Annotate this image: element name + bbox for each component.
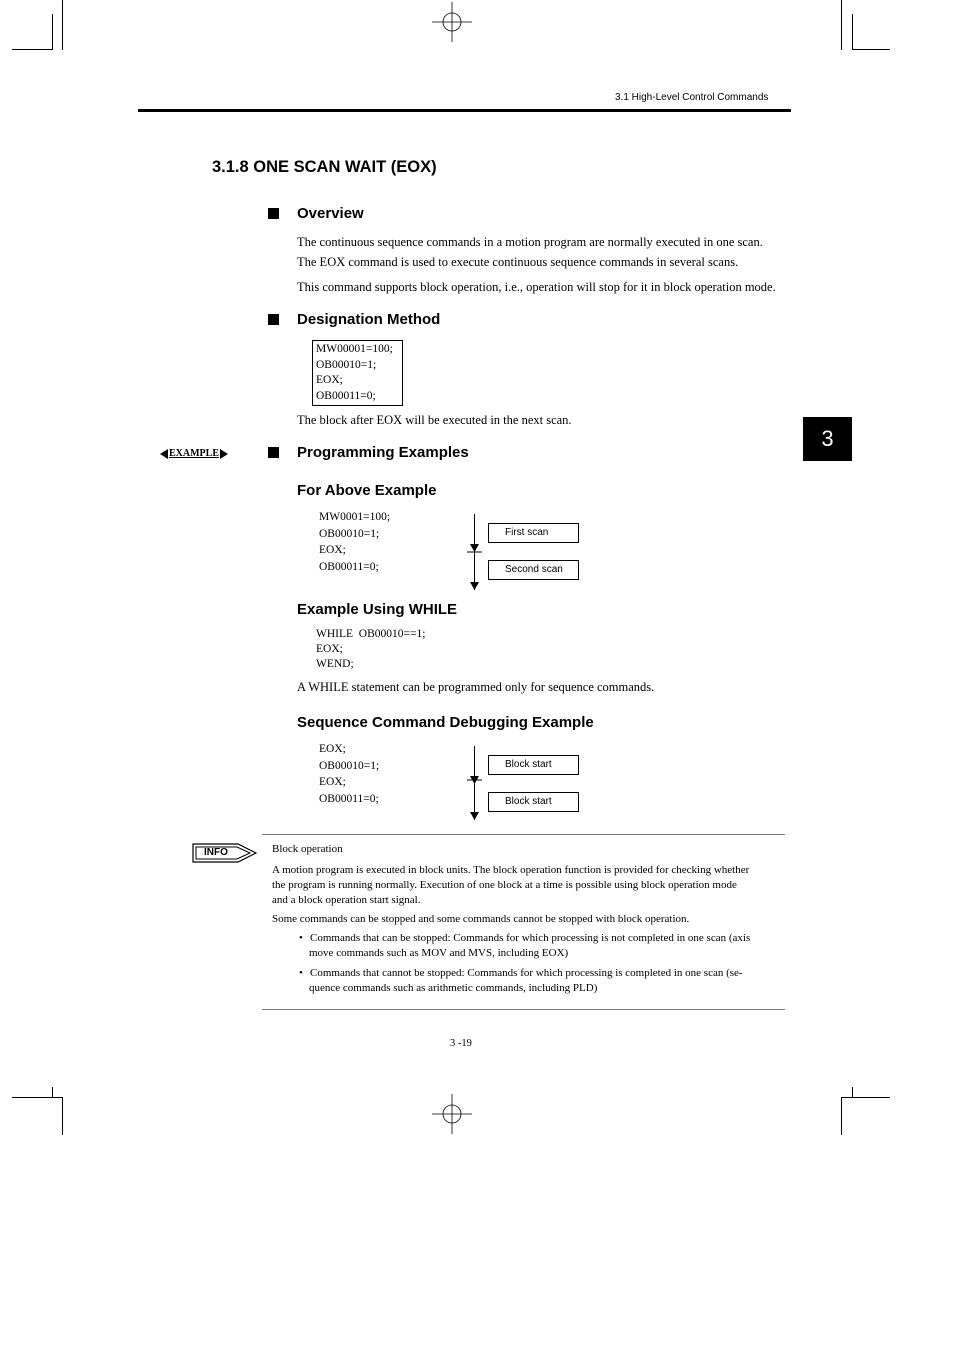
heading-bullet	[268, 447, 279, 458]
above-example-heading: For Above Example	[297, 482, 437, 499]
debug-example-heading: Sequence Command Debugging Example	[297, 714, 594, 731]
code-line: EOX;	[316, 374, 343, 386]
above-example-code	[319, 509, 390, 575]
example-badge-label: EXAMPLE	[169, 448, 219, 459]
code-line: EOX;	[319, 776, 346, 788]
label-text: Block start	[505, 796, 552, 807]
second-scan-label	[488, 560, 579, 580]
info-line: A motion program is executed in block units. The block operation function is provided for checking whether	[272, 864, 750, 876]
overview-line: The EOX command is used to execute continuous sequence commands in several scans.	[297, 255, 739, 269]
code-line: OB00011=0;	[319, 792, 379, 805]
running-title: 3.1 High-Level Control Commands	[615, 92, 769, 103]
code-line: OB00010=1;	[316, 358, 377, 371]
bullet-line: quence commands such as arithmetic commands, including PLD)	[309, 982, 598, 994]
first-scan-label	[488, 523, 579, 543]
code-line: OB00010=1;	[319, 759, 380, 772]
header-rule	[138, 109, 791, 112]
block-start-label	[488, 792, 579, 812]
bullet-line: Commands that can be stopped: Commands for which processing is not completed in one scan (axis	[310, 932, 751, 944]
code-line: OB00010=1;	[319, 527, 380, 540]
bullet-marker: •	[299, 967, 303, 979]
block-start-label	[488, 755, 579, 775]
overview-line: The continuous sequence commands in a motion program are normally executed in one scan.	[297, 235, 763, 249]
info-top-rule	[262, 834, 785, 835]
code-line: OB00011=0;	[316, 389, 376, 402]
examples-heading: Programming Examples	[297, 444, 469, 461]
overview-heading: Overview	[297, 205, 364, 222]
while-example-heading: Example Using WHILE	[297, 601, 458, 618]
designation-heading: Designation Method	[297, 311, 441, 328]
page-number: 3 -19	[450, 1038, 472, 1049]
code-line: MW00001=100;	[316, 343, 393, 355]
designation-note: The block after EOX will be executed in the next scan.	[297, 413, 572, 427]
example-badge	[160, 448, 228, 459]
info-bullet-item	[299, 966, 743, 996]
label-text: Block start	[505, 759, 552, 770]
left-triangle-icon	[160, 449, 168, 459]
code-line: EOX;	[316, 643, 343, 655]
while-note: A WHILE statement can be programmed only for sequence commands.	[297, 680, 655, 694]
registration-mark-top	[432, 2, 472, 42]
label-text: Second scan	[505, 564, 563, 575]
chapter-tab	[803, 417, 852, 461]
info-paragraph-2: Some commands can be stopped and some commands cannot be stopped with block operation.	[272, 913, 690, 925]
bullet-line: Commands that cannot be stopped: Commands for which processing is completed in one scan (se-	[310, 967, 743, 979]
block-flow-arrows	[465, 746, 485, 824]
scan-flow-arrows	[465, 514, 485, 592]
info-badge-label: INFO	[204, 847, 228, 858]
bullet-marker: •	[299, 932, 303, 944]
info-badge	[192, 842, 258, 864]
info-title: Block operation	[272, 843, 343, 855]
chapter-number: 3	[821, 426, 834, 451]
code-line: EOX;	[319, 743, 346, 755]
info-bottom-rule	[262, 1009, 785, 1010]
debug-example-code	[319, 741, 379, 807]
info-bullet-item	[299, 931, 750, 961]
code-line: WEND;	[316, 658, 354, 670]
code-line: MW0001=100;	[319, 511, 391, 523]
code-line: WHILE OB00010==1;	[316, 628, 426, 640]
registration-mark-bottom	[432, 1094, 472, 1134]
label-text: First scan	[505, 527, 549, 538]
designation-code-box	[312, 340, 403, 406]
overview-line: This command supports block operation, i.e., operation will stop for it in block operation mode.	[297, 280, 776, 294]
heading-bullet	[268, 208, 279, 219]
code-line: EOX;	[319, 544, 346, 556]
section-title: 3.1.8 ONE SCAN WAIT (EOX)	[212, 158, 437, 176]
heading-bullet	[268, 314, 279, 325]
while-example-code	[316, 627, 425, 672]
info-line: the program is running normally. Execution of one block at a time is possible using block operation mode	[272, 879, 737, 891]
bullet-line: move commands such as MOV and MVS, including EOX)	[309, 947, 569, 959]
info-paragraph	[272, 863, 749, 908]
right-triangle-icon	[220, 449, 228, 459]
code-line: OB00011=0;	[319, 560, 379, 573]
info-line: and a block operation start signal.	[272, 894, 421, 906]
